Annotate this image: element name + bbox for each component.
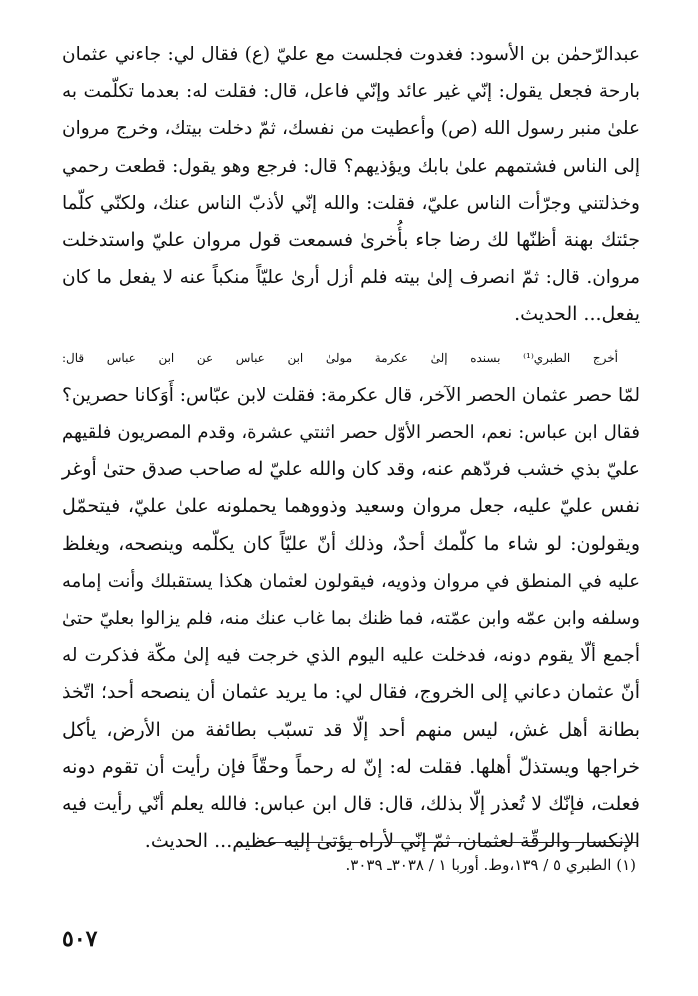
text-line: عليه في المنطق في مروان وذويه، فيقولون لعثمان هكذا يستقبلك وأنت إمامه bbox=[62, 570, 640, 592]
text-line: يفعل... الحديث. bbox=[514, 303, 640, 326]
text-line: علىٰ منبر رسول الله (ص) وأعطيت من نفسك، ثمّ دخلت بيتك، وخرج مروان bbox=[62, 118, 640, 140]
text-line: الإنكسار والرقّة لعثمان، ثمّ إنّي لأراه يؤتىٰ إليه عظيم... الحديث. bbox=[144, 830, 640, 853]
text-line: عبدالرّحمٰن بن الأسود: فغدوت فجلست مع عليّ (ع) فقال لي: جاءني عثمان bbox=[62, 44, 640, 65]
text-line: لمّا حصر عثمان الحصر الآخر، قال عكرمة: فقلت لابن عبّاس: أَوَكانا حصرين؟ bbox=[62, 384, 640, 406]
text-line: مروان. قال: ثمّ انصرف إلىٰ بيته فلم أزل أرىٰ عليّاً منكباً عنه لا يفعل ما كان bbox=[62, 267, 640, 289]
text-line: أجمع ألّا يقوم دونه، فدخلت عليه اليوم الذي خرجت فيه إلىٰ مكّة فذكرت له bbox=[62, 645, 640, 667]
page-number: ٥٠٧ bbox=[62, 926, 98, 952]
text-line: ويقولون: لو شاء ما كلّمك أحدٌ، وذلك أنّ عليّاً كان يكلّمه وينصحه، ويغلظ bbox=[62, 532, 640, 555]
text-line: وسلفه وابن عمّه وابن عمّته، فما ظنك بما غاب عنك منه، فلم يزالوا بعليّ حتىٰ bbox=[62, 608, 640, 630]
text-line: جئتك بهنة أظنّها لك رضا جاء بأُخرىٰ فسمعت قول مروان عليّ واستدخلت bbox=[62, 229, 640, 252]
text-line: بطانة أهل غش، ليس منهم أحد إلّا قد تسبّب بطائفة من الأرض، يأكل bbox=[62, 718, 640, 741]
paragraph-2 bbox=[62, 340, 640, 861]
main-text bbox=[62, 36, 640, 860]
text-line: بارحة فجعل يقول: إنّي غير عائد وإنّي فاعل، قال: فقلت له: بعدما تكلّمت به bbox=[62, 81, 640, 103]
text-line: أنّ عثمان دعاني إلى الخروج، فقال لي: ما يريد عثمان أن ينصحه أحد؛ اتّخذ bbox=[62, 681, 640, 704]
text-line: إلى الناس فشتمهم علىٰ بابك ويؤذيهم؟ قال: فرجع وهو يقول: قطعت رحمي bbox=[62, 155, 640, 177]
text-line: خراجها ويستذلّ أهلها. فقلت له: إنّ له رحماً وحقّاً فإن رأيت أن تقوم دونه bbox=[62, 755, 640, 778]
text-line: أخرج الطبري⁽¹⁾ بسنده إلىٰ عكرمة مولىٰ ابن عباس عن ابن عباس قال: bbox=[62, 350, 618, 365]
paragraph-1 bbox=[62, 36, 640, 334]
text-line: نفس عليّ عليه، جعل مروان وسعيد وذووهما يحملونه علىٰ عليّ، فيتحمّل bbox=[62, 495, 640, 518]
text-line: عليّ بذي خشب فردّهم عنه، وقد كان والله عليّ له صاحب صدق حتىٰ أوغر bbox=[61, 458, 640, 481]
footnote: (١) الطبري ٥ / ١٣٩،وط. أوربا ١ / ٣٠٣٨ـ ٣٠٣٩. bbox=[345, 856, 636, 874]
footnote-separator bbox=[258, 842, 638, 843]
text-line: فقال ابن عباس: نعم، الحصر الأوّل حصر اثنتي عشرة، وقدم المصريون فلقيهم bbox=[62, 422, 640, 444]
text-line: فعلت، فإنّك لا تُعذر إلّا بذلك، قال: قال ابن عباس: فالله يعلم أنّي رأيت فيه bbox=[62, 793, 640, 816]
text-line: وخذلتني وجرّأت الناس عليّ، فقلت: والله إنّي لأذبّ الناس عنك، ولكنّي كلّما bbox=[62, 192, 640, 214]
